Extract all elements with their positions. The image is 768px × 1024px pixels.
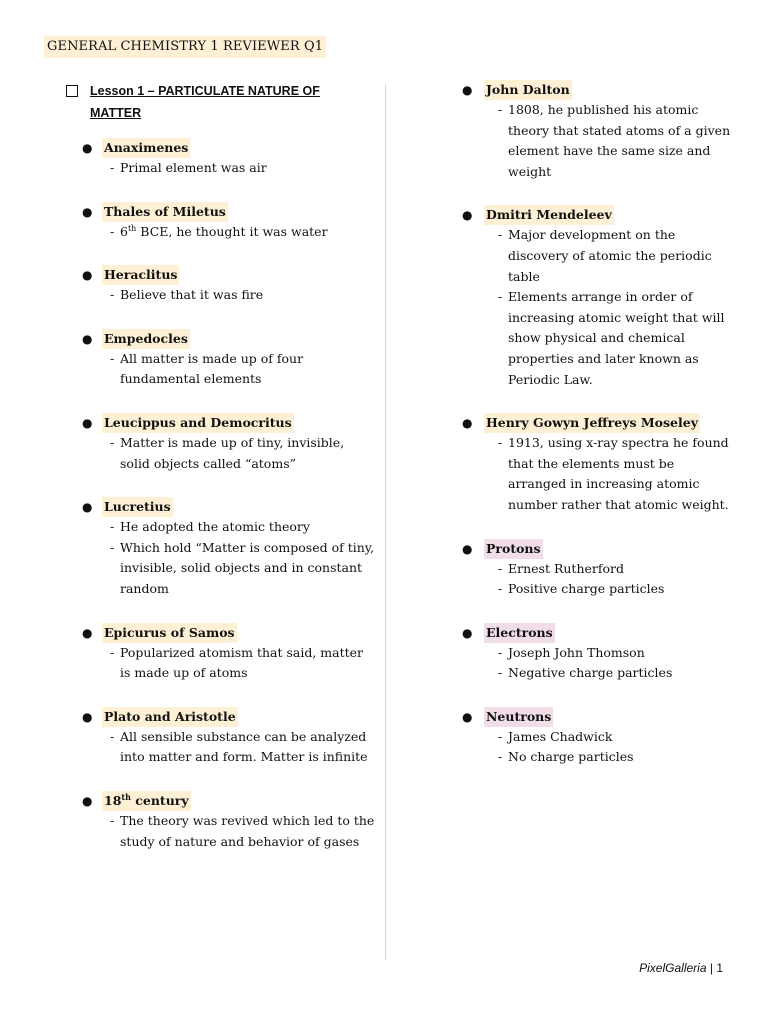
right-column — [462, 80, 732, 791]
bullet-icon: ● — [82, 793, 93, 808]
column-divider — [385, 84, 386, 960]
list-item: - Popularized atomism that said, matter is made up of atoms — [110, 643, 376, 684]
bullet-icon: ● — [462, 208, 473, 223]
topic-title: Empedocles — [102, 329, 190, 349]
page-footer — [639, 960, 723, 976]
topic-title: Anaximenes — [102, 138, 190, 158]
list-item: - Positive charge particles — [498, 579, 732, 600]
bullet-icon: ● — [462, 83, 473, 97]
bullet-icon: ● — [82, 204, 93, 219]
list-item: - 1913, using x-ray spectra he found that the elements must be arranged in increasing atomic number rather that atomic weight. — [498, 433, 732, 515]
list-item: - Ernest Rutherford — [498, 559, 732, 580]
page-title: GENERAL CHEMISTRY 1 REVIEWER Q1 — [44, 36, 326, 58]
checkbox-icon — [66, 85, 78, 97]
footer-separator: | — [709, 961, 713, 975]
topic-title: 18th century — [102, 791, 191, 811]
bullet-icon: ● — [82, 141, 93, 155]
list-item: - No charge particles — [498, 747, 732, 768]
topic-title: Electrons — [484, 623, 555, 643]
list-item: - Major development on the discovery of atomic the periodic table — [498, 225, 732, 287]
list-item: - He adopted the atomic theory — [110, 517, 376, 538]
lesson-title: Lesson 1 – PARTICULATE NATURE OF MATTER — [90, 84, 320, 120]
topic-plato-aristotle — [66, 707, 376, 768]
topic-electrons — [462, 623, 732, 684]
topic-title: Heraclitus — [102, 265, 179, 285]
topic-dmitri-mendeleev — [462, 205, 732, 390]
list-item: - James Chadwick — [498, 727, 732, 748]
topic-leucippus-democritus — [66, 413, 376, 474]
topic-title: Dmitri Mendeleev — [484, 205, 614, 225]
footer-brand: PixelGalleria — [639, 961, 707, 975]
topic-title: Plato and Aristotle — [102, 707, 238, 727]
page-number: 1 — [716, 961, 723, 975]
topic-title: Protons — [484, 539, 543, 559]
list-item: - Primal element was air — [110, 158, 376, 179]
topic-empedocles — [66, 329, 376, 390]
bullet-icon: ● — [82, 331, 93, 346]
bullet-icon: ● — [462, 541, 473, 556]
topic-heraclitus — [66, 265, 376, 306]
list-item: - Believe that it was fire — [110, 285, 376, 306]
topic-john-dalton — [462, 80, 732, 182]
topic-title: Epicurus of Samos — [102, 623, 237, 643]
topic-title: Thales of Miletus — [102, 202, 228, 222]
bullet-icon: ● — [82, 625, 93, 640]
list-item: - All sensible substance can be analyzed into matter and form. Matter is infinite — [110, 727, 376, 768]
list-item: - Joseph John Thomson — [498, 643, 732, 664]
bullet-icon: ● — [82, 415, 93, 430]
topic-title: Leucippus and Democritus — [102, 413, 294, 433]
list-item: - Negative charge particles — [498, 663, 732, 684]
list-item: - Elements arrange in order of increasing atomic weight that will show physical and chemical properties and later known as Periodic Law. — [498, 287, 732, 390]
list-item: - Matter is made up of tiny, invisible, solid objects called “atoms” — [110, 433, 376, 474]
topic-protons — [462, 539, 732, 600]
topic-title: Lucretius — [102, 497, 173, 517]
bullet-icon: ● — [462, 416, 473, 431]
bullet-icon: ● — [82, 500, 93, 515]
bullet-icon: ● — [462, 709, 473, 724]
topic-epicurus — [66, 623, 376, 684]
list-item: - The theory was revived which led to the study of nature and behavior of gases — [110, 811, 376, 852]
topic-18th-century — [66, 791, 376, 852]
list-item: - 1808, he published his atomic theory that stated atoms of a given element have the same size and weight — [498, 100, 732, 182]
topic-anaximenes — [66, 138, 376, 179]
topic-lucretius — [66, 497, 376, 599]
topic-title: Neutrons — [484, 707, 553, 727]
list-item: - 6th BCE, he thought it was water — [110, 222, 376, 243]
topic-thales — [66, 202, 376, 243]
topic-henry-moseley — [462, 413, 732, 515]
list-item: - Which hold “Matter is composed of tiny, invisible, solid objects and in constant random — [110, 538, 376, 600]
list-item: - All matter is made up of four fundamental elements — [110, 349, 376, 390]
topic-neutrons — [462, 707, 732, 768]
bullet-icon: ● — [462, 625, 473, 640]
bullet-icon: ● — [82, 268, 93, 283]
topic-title: John Dalton — [484, 80, 572, 100]
left-column — [66, 80, 376, 875]
topic-title: Henry Gowyn Jeffreys Moseley — [484, 413, 700, 433]
lesson-heading — [66, 80, 376, 124]
bullet-icon: ● — [82, 709, 93, 724]
